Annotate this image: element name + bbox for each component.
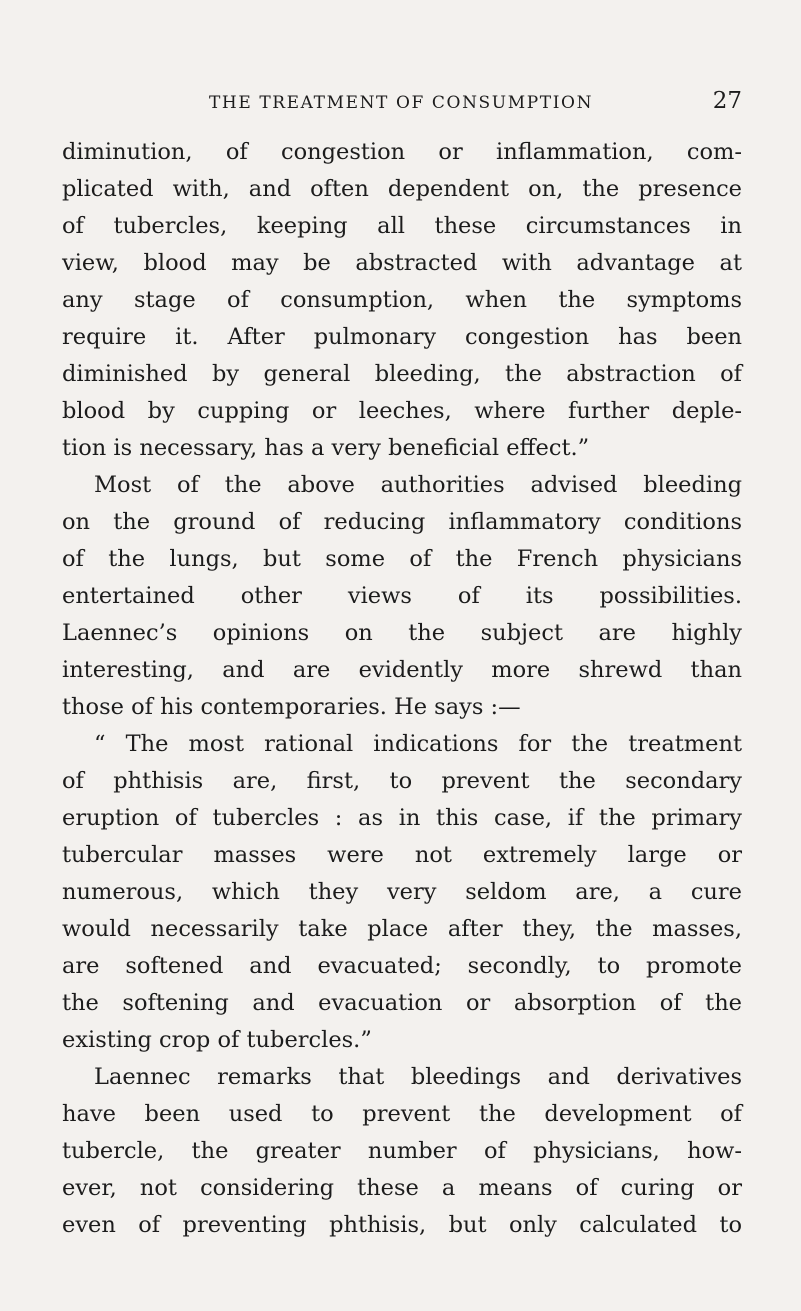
text-line: numerous, which they very seldom are, a cure [62, 879, 742, 905]
page-number: 27 [712, 88, 742, 114]
text-line: any stage of consumption, when the symptoms [62, 287, 742, 313]
text-line: ever, not considering these a means of curing or [62, 1175, 742, 1201]
text-line: plicated with, and often dependent on, the presence [62, 176, 742, 202]
text-line: have been used to prevent the development of [62, 1101, 742, 1127]
text-line: view, blood may be abstracted with advantage at [62, 250, 742, 276]
text-line: of phthisis are, first, to prevent the secondary [62, 768, 742, 794]
text-line: Most of the above authorities advised bleeding [94, 472, 742, 498]
text-line: those of his contemporaries. He says :— [62, 694, 521, 720]
text-line: are softened and evacuated; secondly, to promote [62, 953, 742, 979]
text-line: “ The most rational indications for the treatment [94, 731, 742, 757]
text-line: even of preventing phthisis, but only calculated to [62, 1212, 742, 1238]
text-line: existing crop of tubercles.” [62, 1027, 372, 1053]
text-line: tion is necessary, has a very beneficial effect.” [62, 435, 590, 461]
text-line: require it. After pulmonary congestion has been [62, 324, 742, 350]
running-title: THE TREATMENT OF CONSUMPTION [208, 93, 594, 113]
text-line: on the ground of reducing inflammatory conditions [62, 509, 742, 535]
text-line: of the lungs, but some of the French physicians [62, 546, 742, 572]
text-line: Laennec’s opinions on the subject are highly [62, 620, 742, 646]
text-line: eruption of tubercles : as in this case, if the primary [62, 805, 742, 831]
text-line: entertained other views of its possibilities. [62, 583, 742, 609]
text-line: interesting, and are evidently more shrewd than [62, 657, 742, 683]
text-line: tubercular masses were not extremely large or [62, 842, 742, 868]
text-line: Laennec remarks that bleedings and derivatives [94, 1064, 742, 1090]
text-line: would necessarily take place after they, the masses, [62, 916, 742, 942]
body-text [62, 134, 742, 1244]
text-line: blood by cupping or leeches, where further deple- [62, 398, 742, 424]
text-line: diminution, of congestion or inflammation, com- [62, 139, 742, 165]
text-line: of tubercles, keeping all these circumstances in [62, 213, 742, 239]
text-line: the softening and evacuation or absorption of the [62, 990, 742, 1016]
text-line: diminished by general bleeding, the abstraction of [62, 361, 742, 387]
text-line: tubercle, the greater number of physicians, how- [62, 1138, 742, 1164]
running-head [60, 88, 742, 118]
